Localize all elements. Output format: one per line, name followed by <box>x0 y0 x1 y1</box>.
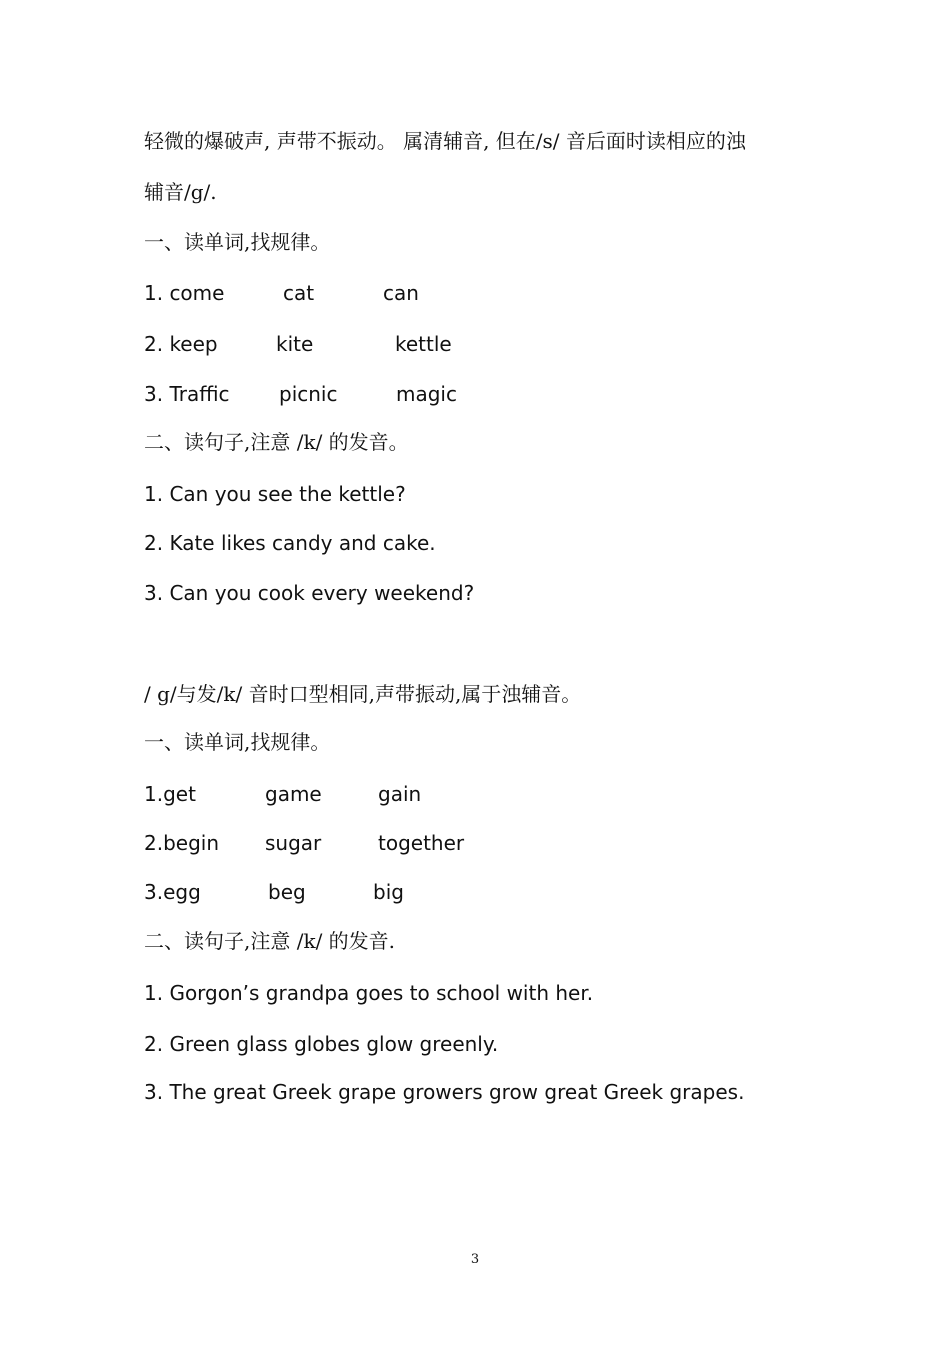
k-intro-line-2: 辅音/g/. <box>144 180 217 204</box>
page-number: 3 <box>470 1252 480 1267</box>
word: 1. come <box>144 281 225 305</box>
word: together <box>378 831 465 855</box>
k-word-row-3 <box>144 380 644 408</box>
word: beg <box>268 880 306 904</box>
k-sentence-2: 2. Kate likes candy and cake. <box>144 531 436 555</box>
g-sentence-1: 1. Gorgon’s grandpa goes to school with her. <box>144 981 594 1005</box>
word: cat <box>283 281 315 305</box>
k-intro-line-1: 轻微的爆破声, 声带不振动。 属清辅音, 但在/s/ 音后面时读相应的浊 <box>144 129 746 153</box>
word: kettle <box>395 332 452 356</box>
word: can <box>383 281 419 305</box>
word: 2. keep <box>144 332 218 356</box>
g-sentence-3: 3. The great Greek grape growers grow great Greek grapes. <box>144 1080 745 1104</box>
word: gain <box>378 782 422 806</box>
k-sentence-3: 3. Can you cook every weekend? <box>144 581 475 605</box>
g-word-row-1 <box>144 780 644 808</box>
k-heading-sentences: 二、读句子,注意 /k/ 的发音。 <box>144 430 409 454</box>
k-word-row-1 <box>144 279 644 307</box>
g-word-row-2 <box>144 829 644 857</box>
word: 2.begin <box>144 831 220 855</box>
word: 3.egg <box>144 880 201 904</box>
k-heading-words: 一、读单词,找规律。 <box>144 230 331 254</box>
word: 1.get <box>144 782 196 806</box>
word: sugar <box>265 831 322 855</box>
word: picnic <box>279 382 338 406</box>
g-heading-sentences: 二、读句子,注意 /k/ 的发音. <box>144 929 396 953</box>
word: game <box>265 782 322 806</box>
g-heading-words: 一、读单词,找规律。 <box>144 730 331 754</box>
word: kite <box>276 332 314 356</box>
g-word-row-3 <box>144 878 644 906</box>
g-intro: / g/与发/k/ 音时口型相同,声带振动,属于浊辅音。 <box>144 682 582 706</box>
word: magic <box>396 382 457 406</box>
word: 3. Traffic <box>144 382 230 406</box>
word: big <box>373 880 404 904</box>
g-sentence-2: 2. Green glass globes glow greenly. <box>144 1032 499 1056</box>
k-word-row-2 <box>144 330 644 358</box>
k-sentence-1: 1. Can you see the kettle? <box>144 482 406 506</box>
